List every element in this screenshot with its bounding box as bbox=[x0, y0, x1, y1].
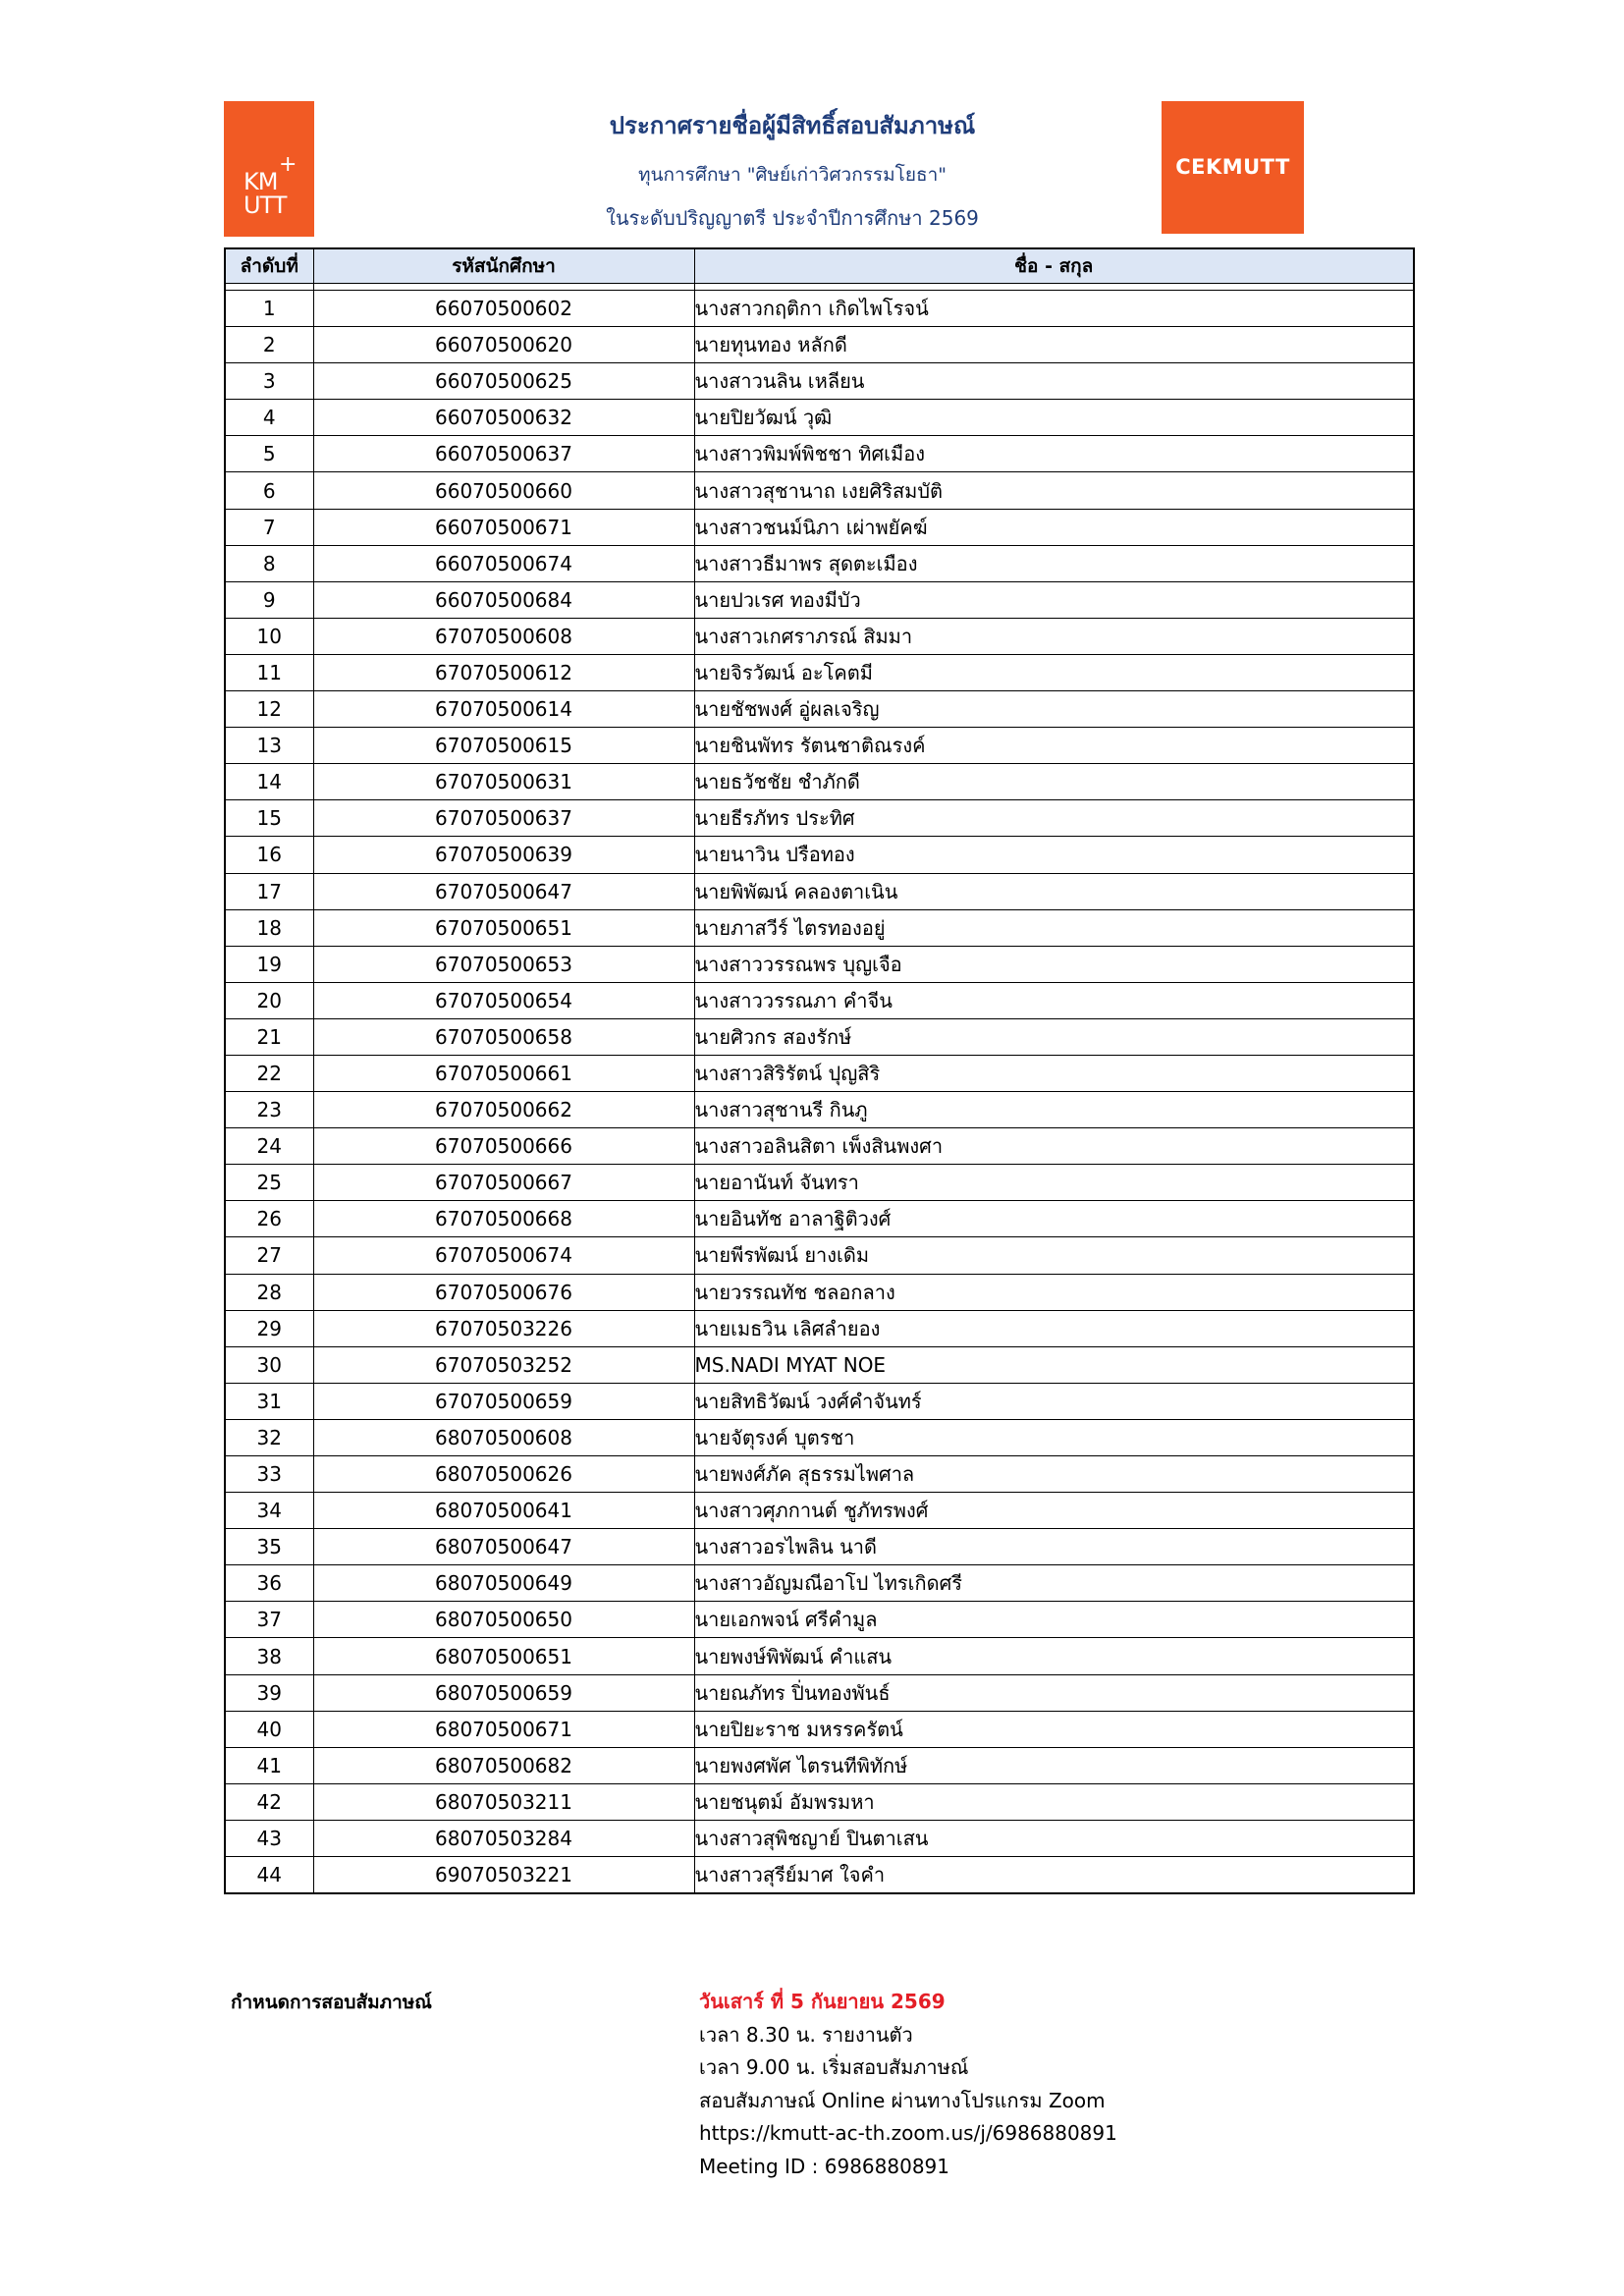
student-id: 66070500660 bbox=[313, 472, 694, 509]
student-name: นายพีรพัฒน์ ยางเดิม bbox=[694, 1237, 1414, 1274]
student-name: นางสาวสุรีย์มาศ ใจคำ bbox=[694, 1857, 1414, 1894]
row-number: 44 bbox=[225, 1857, 313, 1894]
student-id: 67070500647 bbox=[313, 873, 694, 909]
student-id: 68070500682 bbox=[313, 1747, 694, 1783]
student-id: 66070500632 bbox=[313, 400, 694, 436]
student-name: นายเมธวิน เลิศลำยอง bbox=[694, 1310, 1414, 1346]
student-name: นายพงศ์ภัค สุธรรมไพศาล bbox=[694, 1456, 1414, 1493]
row-number: 19 bbox=[225, 946, 313, 982]
row-number: 23 bbox=[225, 1092, 313, 1128]
row-number: 26 bbox=[225, 1201, 313, 1237]
student-id: 67070500637 bbox=[313, 800, 694, 837]
student-name: นายปิยะราช มหรรครัตน์ bbox=[694, 1711, 1414, 1747]
table-row bbox=[225, 291, 1414, 327]
table-row bbox=[225, 1747, 1414, 1783]
student-name: นายณภัทร ปิ่นทองพันธ์ bbox=[694, 1674, 1414, 1711]
interview-date: วันเสาร์ ที่ 5 กันยายน 2569 bbox=[699, 1990, 946, 2013]
column-header-name: ชื่อ - สกุล bbox=[694, 248, 1414, 284]
table-row bbox=[225, 1310, 1414, 1346]
row-number: 6 bbox=[225, 472, 313, 509]
row-number: 29 bbox=[225, 1310, 313, 1346]
student-name: นายสิทธิวัฒน์ วงศ์คำจันทร์ bbox=[694, 1383, 1414, 1419]
row-number: 12 bbox=[225, 691, 313, 728]
table-row bbox=[225, 545, 1414, 581]
table-row bbox=[225, 728, 1414, 764]
student-id: 68070500641 bbox=[313, 1493, 694, 1529]
row-number: 37 bbox=[225, 1602, 313, 1638]
student-name: นางสาวนลิน เหลียน bbox=[694, 363, 1414, 400]
row-number: 27 bbox=[225, 1237, 313, 1274]
student-id: 68070500608 bbox=[313, 1419, 694, 1455]
student-id: 68070503211 bbox=[313, 1783, 694, 1820]
row-number: 13 bbox=[225, 728, 313, 764]
table-row bbox=[225, 1857, 1414, 1894]
student-id: 66070500625 bbox=[313, 363, 694, 400]
student-id: 68070500651 bbox=[313, 1638, 694, 1674]
table-row bbox=[225, 1128, 1414, 1165]
student-id: 67070500667 bbox=[313, 1165, 694, 1201]
student-id: 67070500676 bbox=[313, 1274, 694, 1310]
row-number: 28 bbox=[225, 1274, 313, 1310]
row-number: 15 bbox=[225, 800, 313, 837]
table-row bbox=[225, 1018, 1414, 1055]
table-row bbox=[225, 1783, 1414, 1820]
table-row bbox=[225, 1565, 1414, 1602]
student-name: นายนาวิน ปรือทอง bbox=[694, 837, 1414, 873]
student-name: นางสาวอลินสิตา เพ็งสินพงศา bbox=[694, 1128, 1414, 1165]
table-row bbox=[225, 1674, 1414, 1711]
cekmutt-logo-text: CEKMUTT bbox=[1175, 155, 1290, 179]
table-row bbox=[225, 1419, 1414, 1455]
row-number: 36 bbox=[225, 1565, 313, 1602]
table-row bbox=[225, 1456, 1414, 1493]
student-name: นายทุนทอง หลักดี bbox=[694, 327, 1414, 363]
student-id: 66070500671 bbox=[313, 509, 694, 545]
student-id: 68070500626 bbox=[313, 1456, 694, 1493]
schedule-details bbox=[699, 1986, 1117, 2183]
row-number: 5 bbox=[225, 436, 313, 472]
student-name: นายปวเรศ ทองมีบัว bbox=[694, 581, 1414, 618]
row-number: 7 bbox=[225, 509, 313, 545]
announcement-title: ประกาศรายชื่อผู้มีสิทธิ์สอบสัมภาษณ์ bbox=[609, 112, 976, 139]
student-id: 68070500649 bbox=[313, 1565, 694, 1602]
row-number: 34 bbox=[225, 1493, 313, 1529]
student-id: 66070500602 bbox=[313, 291, 694, 327]
student-id: 67070500608 bbox=[313, 618, 694, 654]
student-id: 67070500615 bbox=[313, 728, 694, 764]
row-number: 11 bbox=[225, 654, 313, 690]
student-id: 66070500620 bbox=[313, 327, 694, 363]
student-name: นายปิยวัฒน์ วุฒิ bbox=[694, 400, 1414, 436]
table-row bbox=[225, 909, 1414, 946]
student-name: นางสาวเกศราภรณ์ สิมมา bbox=[694, 618, 1414, 654]
row-number: 1 bbox=[225, 291, 313, 327]
logo-left-line2: UTT bbox=[244, 191, 287, 219]
interview-start-time: เวลา 9.00 น. เริ่มสอบสัมภาษณ์ bbox=[699, 2055, 969, 2079]
student-name: นางสาวกฤติกา เกิดไพโรจน์ bbox=[694, 291, 1414, 327]
table-row bbox=[225, 1820, 1414, 1856]
student-name: นางสาววรรณพร บุญเจือ bbox=[694, 946, 1414, 982]
row-number: 20 bbox=[225, 982, 313, 1018]
row-number: 32 bbox=[225, 1419, 313, 1455]
row-number: 2 bbox=[225, 327, 313, 363]
student-name: นางสาวอัญมณีอาโป ไทรเกิดศรี bbox=[694, 1565, 1414, 1602]
student-id: 67070500674 bbox=[313, 1237, 694, 1274]
table-row bbox=[225, 1711, 1414, 1747]
student-name: นายพงศพัศ ไตรนทีพิทักษ์ bbox=[694, 1747, 1414, 1783]
student-id: 68070500647 bbox=[313, 1529, 694, 1565]
student-id: 67070500654 bbox=[313, 982, 694, 1018]
academic-level: ในระดับปริญญาตรี ประจำปีการศึกษา 2569 bbox=[606, 206, 979, 230]
student-name: นางสาวศุภกานต์ ชูภัทรพงศ์ bbox=[694, 1493, 1414, 1529]
student-name: นายจิรวัฒน์ อะโคตมี bbox=[694, 654, 1414, 690]
meeting-id: Meeting ID : 6986880891 bbox=[699, 2154, 949, 2178]
row-number: 21 bbox=[225, 1018, 313, 1055]
row-number: 43 bbox=[225, 1820, 313, 1856]
row-number: 31 bbox=[225, 1383, 313, 1419]
table-row bbox=[225, 363, 1414, 400]
table-row bbox=[225, 327, 1414, 363]
student-id: 68070500659 bbox=[313, 1674, 694, 1711]
table-body bbox=[225, 291, 1414, 1894]
student-id: 69070503221 bbox=[313, 1857, 694, 1894]
table-header-row bbox=[225, 248, 1414, 284]
row-number: 10 bbox=[225, 618, 313, 654]
row-number: 8 bbox=[225, 545, 313, 581]
logo-left-line1: KM bbox=[244, 168, 278, 195]
row-number: 4 bbox=[225, 400, 313, 436]
table-row bbox=[225, 873, 1414, 909]
row-number: 22 bbox=[225, 1055, 313, 1091]
zoom-link[interactable]: https://kmutt-ac-th.zoom.us/j/6986880891 bbox=[699, 2121, 1117, 2145]
table-row bbox=[225, 1493, 1414, 1529]
student-name: นายวรรณทัช ชลอกลาง bbox=[694, 1274, 1414, 1310]
student-name: นายอานันท์ จันทรา bbox=[694, 1165, 1414, 1201]
student-name: นางสาวธีมาพร สุดตะเมือง bbox=[694, 545, 1414, 581]
student-name: นายจัตุรงค์ บุตรชา bbox=[694, 1419, 1414, 1455]
student-name: นางสาวสุชานาถ เงยศิริสมบัติ bbox=[694, 472, 1414, 509]
row-number: 24 bbox=[225, 1128, 313, 1165]
student-id: 68070500650 bbox=[313, 1602, 694, 1638]
table-row bbox=[225, 1638, 1414, 1674]
table-row bbox=[225, 436, 1414, 472]
student-id: 67070500651 bbox=[313, 909, 694, 946]
row-number: 18 bbox=[225, 909, 313, 946]
student-id: 67070500668 bbox=[313, 1201, 694, 1237]
student-name: MS.NADI MYAT NOE bbox=[694, 1346, 1414, 1383]
candidate-table bbox=[224, 247, 1415, 1894]
table-row bbox=[225, 1165, 1414, 1201]
student-name: นายธีรภัทร ประทิศ bbox=[694, 800, 1414, 837]
student-name: นางสาวชนม์นิภา เผ่าพยัคฆ์ bbox=[694, 509, 1414, 545]
row-number: 25 bbox=[225, 1165, 313, 1201]
student-id: 67070500661 bbox=[313, 1055, 694, 1091]
student-id: 68070503284 bbox=[313, 1820, 694, 1856]
student-id: 67070500659 bbox=[313, 1383, 694, 1419]
row-number: 42 bbox=[225, 1783, 313, 1820]
row-number: 35 bbox=[225, 1529, 313, 1565]
table-row bbox=[225, 400, 1414, 436]
interview-mode: สอบสัมภาษณ์ Online ผ่านทางโปรแกรม Zoom bbox=[699, 2088, 1106, 2112]
student-name: นางสาวพิมพ์พิชชา ทิศเมือง bbox=[694, 436, 1414, 472]
report-time: เวลา 8.30 น. รายงานตัว bbox=[699, 2022, 913, 2047]
student-name: นายธวัชชัย ชำภักดี bbox=[694, 764, 1414, 800]
table-row bbox=[225, 691, 1414, 728]
table-row bbox=[225, 654, 1414, 690]
student-name: นางสาววรรณภา คำจีน bbox=[694, 982, 1414, 1018]
table-row bbox=[225, 1055, 1414, 1091]
row-number: 40 bbox=[225, 1711, 313, 1747]
student-id: 67070500631 bbox=[313, 764, 694, 800]
student-name: นางสาวอรไพลิน นาดี bbox=[694, 1529, 1414, 1565]
row-number: 33 bbox=[225, 1456, 313, 1493]
table-row bbox=[225, 946, 1414, 982]
row-number: 16 bbox=[225, 837, 313, 873]
student-name: นายพงษ์พิพัฒน์ คำแสน bbox=[694, 1638, 1414, 1674]
scholarship-name: ทุนการศึกษา "ศิษย์เก่าวิศวกรรมโยธา" bbox=[638, 164, 947, 186]
table-row bbox=[225, 1092, 1414, 1128]
table-row bbox=[225, 800, 1414, 837]
row-number: 41 bbox=[225, 1747, 313, 1783]
student-name: นายชัชพงศ์ อู่ผลเจริญ bbox=[694, 691, 1414, 728]
student-id: 67070503252 bbox=[313, 1346, 694, 1383]
header-spacer-row bbox=[225, 284, 1414, 291]
table-row bbox=[225, 1602, 1414, 1638]
table-row bbox=[225, 509, 1414, 545]
student-name: นางสาวสุชานรี กินภู bbox=[694, 1092, 1414, 1128]
student-name: นางสาวสิริรัตน์ ปุญสิริ bbox=[694, 1055, 1414, 1091]
table-row bbox=[225, 1201, 1414, 1237]
table-row bbox=[225, 1274, 1414, 1310]
student-name: นายเอกพจน์ ศรีคำมูล bbox=[694, 1602, 1414, 1638]
student-name: นายศิวกร สองรักษ์ bbox=[694, 1018, 1414, 1055]
row-number: 30 bbox=[225, 1346, 313, 1383]
table-row bbox=[225, 1346, 1414, 1383]
student-name: นายภาสวีร์ ไตรทองอยู่ bbox=[694, 909, 1414, 946]
table-row bbox=[225, 1383, 1414, 1419]
row-number: 3 bbox=[225, 363, 313, 400]
table-row bbox=[225, 837, 1414, 873]
row-number: 39 bbox=[225, 1674, 313, 1711]
student-id: 67070503226 bbox=[313, 1310, 694, 1346]
student-name: นางสาวสุพิชญาย์ ปินตาเสน bbox=[694, 1820, 1414, 1856]
student-id: 66070500674 bbox=[313, 545, 694, 581]
student-id: 67070500639 bbox=[313, 837, 694, 873]
table-row bbox=[225, 982, 1414, 1018]
column-header-student-id: รหัสนักศึกษา bbox=[313, 248, 694, 284]
row-number: 9 bbox=[225, 581, 313, 618]
student-id: 66070500637 bbox=[313, 436, 694, 472]
row-number: 14 bbox=[225, 764, 313, 800]
table-row bbox=[225, 764, 1414, 800]
student-id: 66070500684 bbox=[313, 581, 694, 618]
student-id: 67070500658 bbox=[313, 1018, 694, 1055]
student-id: 67070500612 bbox=[313, 654, 694, 690]
table-row bbox=[225, 618, 1414, 654]
student-id: 67070500653 bbox=[313, 946, 694, 982]
student-id: 67070500614 bbox=[313, 691, 694, 728]
student-name: นายพิพัฒน์ คลองตาเนิน bbox=[694, 873, 1414, 909]
table-row bbox=[225, 581, 1414, 618]
student-name: นายชินพัทร รัตนชาติณรงค์ bbox=[694, 728, 1414, 764]
student-id: 68070500671 bbox=[313, 1711, 694, 1747]
table-row bbox=[225, 1529, 1414, 1565]
column-header-number: ลำดับที่ bbox=[225, 248, 313, 284]
row-number: 17 bbox=[225, 873, 313, 909]
student-name: นายอินทัช อาลาฐิติวงศ์ bbox=[694, 1201, 1414, 1237]
table-row bbox=[225, 1237, 1414, 1274]
row-number: 38 bbox=[225, 1638, 313, 1674]
student-id: 67070500666 bbox=[313, 1128, 694, 1165]
student-name: นายชนุตม์ อัมพรมหา bbox=[694, 1783, 1414, 1820]
table-row bbox=[225, 472, 1414, 509]
cross-mark-icon: + bbox=[279, 152, 298, 177]
student-id: 67070500662 bbox=[313, 1092, 694, 1128]
schedule-label: กำหนดการสอบสัมภาษณ์ bbox=[231, 1992, 432, 2013]
